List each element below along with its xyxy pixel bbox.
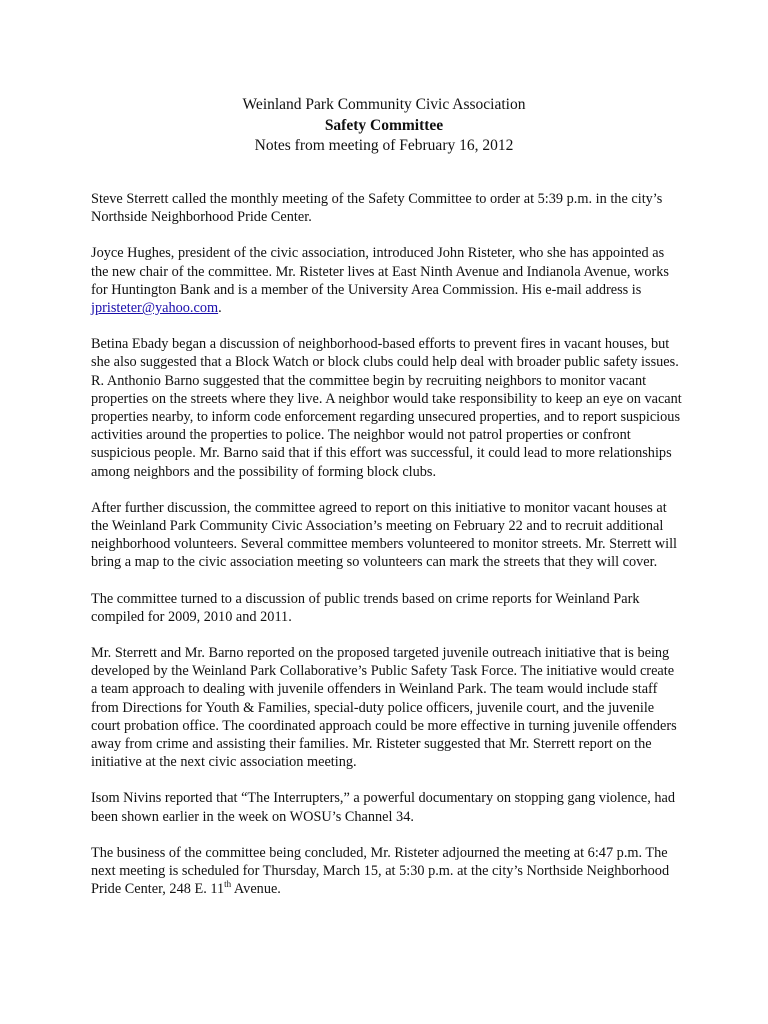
meeting-title: Notes from meeting of February 16, 2012 <box>254 137 514 154</box>
paragraph-further-discussion: After further discussion, the committee agreed to report on this initiative to monitor vacant houses at the Weinland Park Community Civic Association’s meeting on February 22 and to recruit additional neighborhood volunteers. Several committee members volunteered to monitor streets. Mr. Sterrett will bring a map to the civic association meeting so volunteers can mark the streets that they will cover. <box>91 499 678 571</box>
paragraph-call-to-order: Steve Sterrett called the monthly meeting of the Safety Committee to order at 5:39 p.m. in the city’s Northside Neighborhood Pride Center. <box>91 191 663 226</box>
paragraph-new-chair-text: Joyce Hughes, president of the civic association, introduced John Risteter, who she has appointed as the new chair of the committee. Mr. Risteter lives at East Ninth Avenue and Indianola Avenue, works for Huntington Bank and is a member of the University Area Commission. His e-mail address is <box>91 245 669 298</box>
paragraph-new-chair <box>91 244 683 317</box>
committee-name: Safety Committee <box>324 116 444 134</box>
paragraph-new-chair-end: . <box>218 300 222 317</box>
paragraph-juvenile-outreach: Mr. Sterrett and Mr. Barno reported on the proposed targeted juvenile outreach initiative that is being developed by the Weinland Park Collaborative’s Public Safety Task Force. The initiative would create a team approach to dealing with juvenile offenders in Weinland Park. The team would include staff from Directions for Youth & Families, special-duty police officers, juvenile court, and the juvenile court probation office. The coordinated approach could be more effective in turning juvenile offenders away from crime and assisting their families. Mr. Risteter suggested that Mr. Sterrett report on the initiative at the next civic association meeting. <box>91 645 677 771</box>
document-body <box>91 190 683 917</box>
paragraph-adjournment <box>91 844 683 899</box>
paragraph-adjournment-text: The business of the committee being concluded, Mr. Risteter adjourned the meeting at 6:47 p.m. The next meeting is scheduled for Thursday, March 15, at 5:30 p.m. at the city’s Northside Neighborhood Pride Center, 248 E. 11 <box>91 844 670 898</box>
paragraph-adjournment-end: Avenue. <box>231 881 281 898</box>
paragraph-crime-trends: The committee turned to a discussion of public trends based on crime reports for Weinland Park compiled for 2009, 2010 and 2011. <box>91 590 640 625</box>
document-header <box>0 95 768 157</box>
paragraph-vacant-houses: Betina Ebady began a discussion of neighborhood-based efforts to prevent fires in vacant houses, but she also suggested that a Block Watch or block clubs could help deal with broader public safety issues. R. Anthonio Barno suggested that the committee begin by recruiting neighbors to monitor vacant properties on the streets where they live. A neighbor would take responsibility to keep an eye on vacant properties nearby, to inform code enforcement regarding unsecured properties, and to report suspicious activities around the properties to police. The neighbor would not patrol properties or confront suspicious people. Mr. Barno said that if this effort was successful, it could lead to more relationships among neighbors and the possibility of forming block clubs. <box>91 336 682 480</box>
email-link[interactable]: jpristeter@yahoo.com <box>91 300 219 317</box>
association-name: Weinland Park Community Civic Association <box>242 96 526 113</box>
ordinal-suffix: th <box>224 879 232 890</box>
paragraph-documentary: Isom Nivins reported that “The Interrupters,” a powerful documentary on stopping gang violence, had been shown earlier in the week on WOSU’s Channel 34. <box>91 790 676 825</box>
